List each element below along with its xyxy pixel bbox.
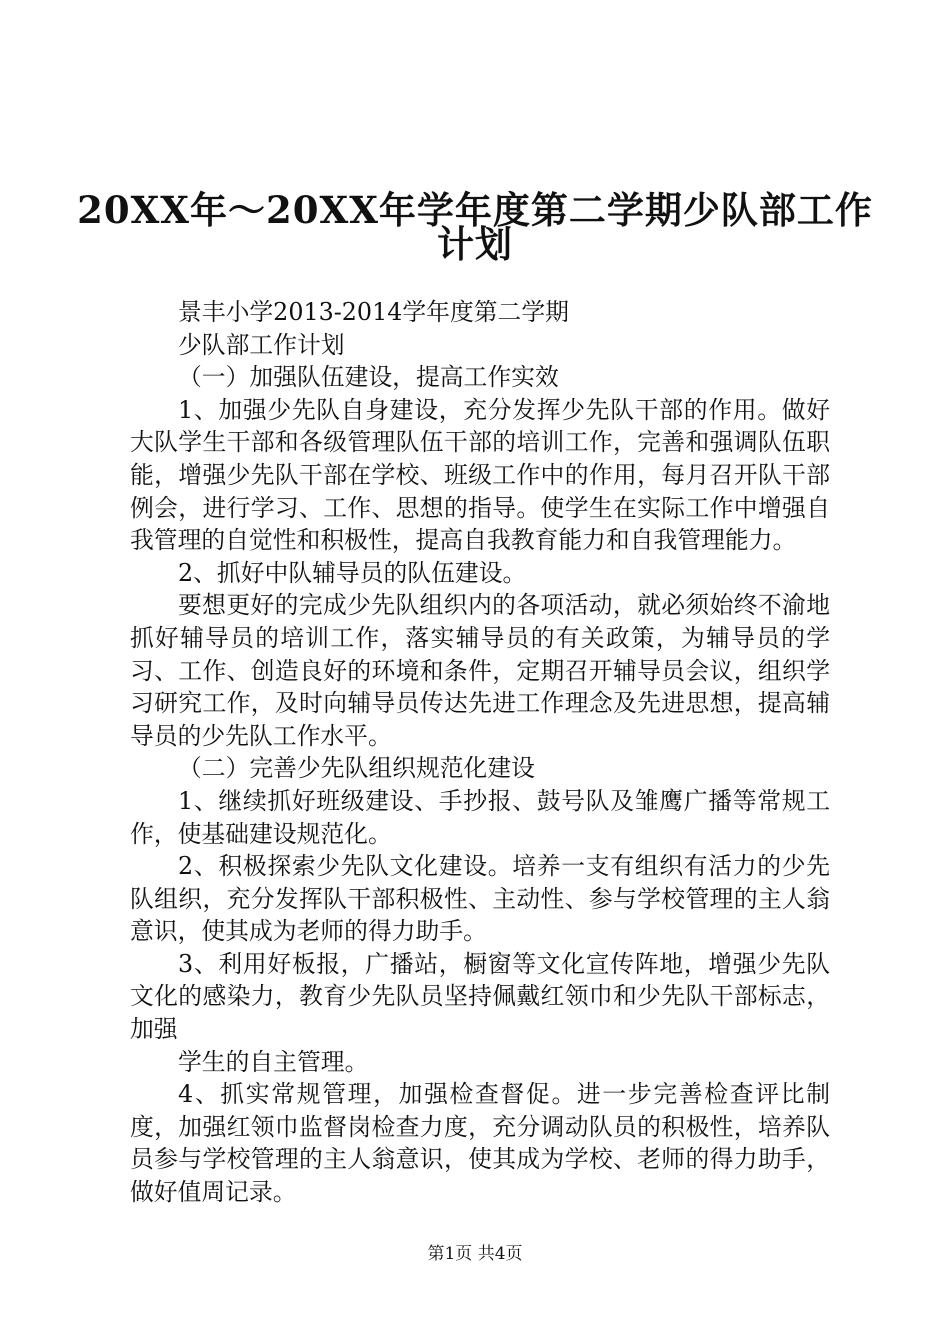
paragraph-2-1: 1、继续抓好班级建设、手抄报、鼓号队及雏鹰广播等常规工作，使基础建设规范化。 bbox=[130, 786, 830, 848]
paragraph-2-3: 3、利用好板报，广播站，橱窗等文化宣传阵地，增强少先队文化的感染力，教育少先队员坚持佩戴红领巾和少先队干部标志，加强 bbox=[130, 949, 830, 1044]
document-body bbox=[130, 296, 830, 1209]
section-heading-1: （一）加强队伍建设，提高工作实效 bbox=[178, 363, 559, 392]
document-title-line1: 20XX年～20XX年学年度第二学期少队部工作 bbox=[77, 188, 873, 232]
paragraph-1-1: 1、加强少先队自身建设，充分发挥少先队干部的作用。做好大队学生干部和各级管理队伍干部的培训工作，完善和强调队伍职能，增强少先队干部在学校、班级工作中的作用，每月召开队干部例会，进行学习、工作、思想的指导。使学生在实际工作中增强自我管理的自觉性和积极性，提高自我教育能力和自我管理能力。 bbox=[130, 395, 830, 555]
plan-subtitle: 少队部工作计划 bbox=[178, 330, 345, 359]
document-title-line2: 计划 bbox=[437, 222, 513, 266]
paragraph-1-2: 2、抓好中队辅导员的队伍建设。 bbox=[178, 558, 527, 587]
paragraph-2-2: 2、积极探索少先队文化建设。培养一支有组织有活力的少先队组织，充分发挥队干部积极性、主动性、参与学校管理的主人翁意识，使其成为老师的得力助手。 bbox=[130, 852, 830, 946]
paragraph-2-3-continued: 学生的自主管理。 bbox=[178, 1047, 369, 1076]
section-heading-2: （二）完善少先队组织规范化建设 bbox=[178, 754, 535, 783]
paragraph-2-4: 4、抓实常规管理，加强检查督促。进一步完善检查评比制度，加强红领巾监督岗检查力度，充分调动队员的积极性，培养队员参与学校管理的主人翁意识，使其成为学校、老师的得力助手，做好值周记录。 bbox=[130, 1080, 830, 1207]
school-term-line: 景丰小学2013-2014学年度第二学期 bbox=[178, 298, 569, 326]
page-number-footer: 第1页 共4页 bbox=[427, 1244, 523, 1264]
paragraph-1-2-detail: 要想更好的完成少先队组织内的各项活动，就必须始终不渝地抓好辅导员的培训工作，落实辅导员的有关政策，为辅导员的学习、工作、创造良好的环境和条件，定期召开辅导员会议，组织学习研究工作，及时向辅导员传达先进工作理念及先进思想，提高辅导员的少先队工作水平。 bbox=[130, 591, 830, 750]
